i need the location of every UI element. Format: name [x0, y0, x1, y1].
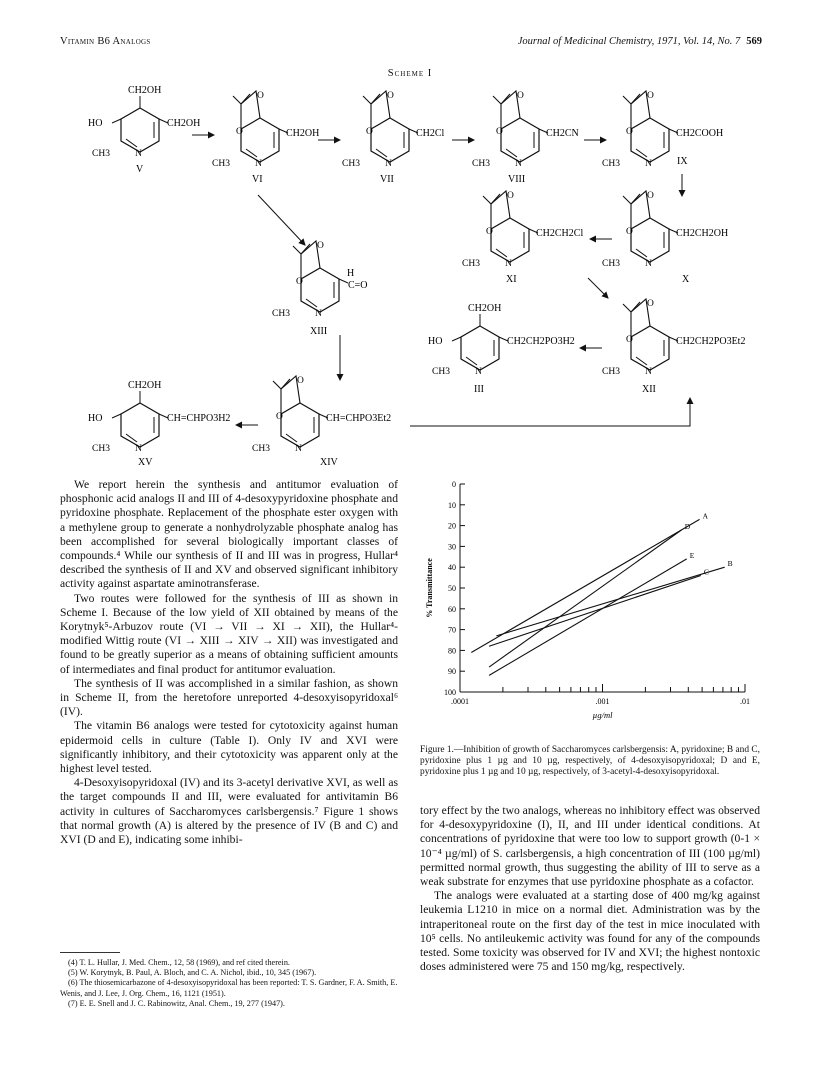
substituent: N — [645, 259, 652, 269]
substituent: CH2CN — [546, 128, 579, 139]
y-tick-label: 70 — [448, 625, 456, 635]
substituent: HO — [88, 118, 103, 129]
y-tick-label: 0 — [452, 480, 456, 489]
substituent: N — [645, 159, 652, 169]
compound-XII — [602, 299, 745, 395]
y-tick-label: 60 — [448, 604, 456, 614]
substituent: HO — [88, 413, 103, 424]
substituent: N — [475, 367, 482, 377]
compound-label: VII — [380, 174, 394, 185]
x-tick-label: .001 — [595, 697, 610, 706]
substituent: O — [647, 191, 654, 201]
series-line — [489, 559, 687, 675]
substituent: CH3 — [462, 259, 480, 269]
footnote: (5) W. Korytnyk, B. Paul, A. Bloch, and C. A. Nichol, ibid., 10, 345 (1967). — [68, 968, 317, 978]
substituent: N — [315, 309, 322, 319]
substituent: HO — [428, 336, 443, 347]
compound-label: VI — [252, 174, 263, 185]
substituent: CH2OH — [128, 85, 162, 96]
substituent: O — [517, 91, 524, 101]
substituent: C=O — [348, 280, 368, 291]
compound-label: XI — [506, 274, 517, 285]
substituent: CH3 — [472, 159, 490, 169]
footnote: (6) The thiosemicarbazone of 4-desoxyisopyridoxal has been reported: T. S. Gardner, F. A. Smith, E. Wenis, and J. Lee, J. Org. Chem., 16, 1121 (1951). — [60, 978, 398, 998]
series-line — [471, 519, 699, 652]
compound-V — [88, 85, 200, 175]
substituent: CH3 — [602, 367, 620, 377]
footnotes — [60, 958, 398, 1009]
scheme-title: Scheme I — [387, 68, 433, 79]
y-tick-label: 40 — [448, 563, 456, 573]
substituent: O — [496, 127, 503, 137]
y-tick-label: 100 — [444, 688, 456, 697]
substituent: N — [515, 159, 522, 169]
substituent: CH2CH2OH — [676, 228, 729, 239]
substituent: CH2CH2Cl — [536, 228, 584, 239]
paragraph: The analogs were evaluated at a starting dose of 400 mg/kg against leukemia L1210 in mice on a normal diet. Administration was by the intraperitoneal route on the first day of the test in mice inoculated with 10⁵ cells. No antileukemic activity was found for any of the compounds tested. Some toxicity was observed for IV and XVI; the highest nontoxic doses administered were 75 and 150 mg/kg, respectively. — [420, 889, 760, 974]
substituent: O — [366, 127, 373, 137]
body-right-column — [420, 804, 760, 974]
compound-III — [428, 303, 575, 395]
paragraph: The vitamin B6 analogs were tested for cytotoxicity against human epidermoid cells in culture (Table I). Only IV and XVI were significantly inhibitory, and their cytotoxicity was apparent only at the highest level tested. — [60, 719, 398, 776]
paragraph: Two routes were followed for the synthesis of III as shown in Scheme I. Because of the low yield of XII obtained by means of the Korytnyk⁵-Arbuzov route (VI → VII → XI → XII), the Hullar⁴-modified Wittig route (VI → XIII → XIV → XII) was investigated and found to be greatly superior as a means of obtaining sufficient amounts of intermediates and final product for antitumor evaluation. — [60, 591, 398, 676]
compound-XIV — [252, 376, 391, 468]
y-tick-label: 80 — [448, 646, 456, 656]
figure-caption: Figure 1.—Inhibition of growth of Saccharomyces carlsbergensis: A, pyridoxine; B and C, pyridoxine plus 1 µg and 10 µg, respectively, of 4-desoxyisopyridoxal; D and E, pyridoxine plus 1 µg and 10 µg, respectively, of 3-acetyl-4-desoxyisopyridoxal. — [420, 745, 760, 778]
series-label: B — [727, 559, 733, 569]
scheme-diagram — [0, 80, 820, 475]
body-left-column — [60, 478, 398, 847]
figure-1-chart — [420, 472, 760, 742]
footnote: (4) T. L. Hullar, J. Med. Chem., 12, 58 (1969), and ref cited therein. — [68, 958, 290, 967]
compound-IX — [602, 91, 723, 169]
substituent: CH3 — [212, 159, 230, 169]
substituent: CH2OH — [167, 118, 201, 129]
series-label: C — [703, 567, 709, 577]
series-label: E — [689, 550, 695, 560]
compound-label: X — [682, 274, 690, 285]
substituent: CH3 — [92, 444, 110, 454]
footnote: (7) E. E. Snell and J. C. Rabinowitz, Anal. Chem., 19, 277 (1947). — [68, 998, 285, 1008]
compound-VII — [342, 91, 445, 185]
substituent: N — [505, 259, 512, 269]
compound-label: VIII — [508, 174, 526, 185]
substituent: O — [626, 227, 633, 237]
running-head: Vitamin B6 Analogs — [60, 36, 151, 47]
compound-label: IX — [677, 156, 688, 167]
substituent: CH3 — [272, 309, 290, 319]
paragraph: 4-Desoxyisopyridoxal (IV) and its 3-acetyl derivative XVI, as well as the target compounds II and III, were evaluated for antivitamin B6 activity in cultures of Saccharomyces carlsbergensis.⁷ Figure 1 shows that normal growth (A) is altered by the presence of IV (B and C) and XVI (D and E), indicating some inhibi- — [60, 776, 398, 847]
substituent: N — [295, 444, 302, 454]
substituent: CH=CHPO3Et2 — [326, 413, 392, 424]
series-label: A — [702, 511, 708, 521]
journal-citation — [518, 36, 762, 47]
reaction-arrow — [410, 398, 690, 426]
compound-label: V — [136, 164, 144, 175]
substituent: O — [626, 127, 633, 137]
substituent: O — [236, 127, 243, 137]
substituent: CH2Cl — [416, 128, 445, 139]
y-tick-label: 90 — [448, 667, 456, 677]
substituent: CH3 — [92, 149, 110, 159]
y-tick-label: 50 — [448, 584, 456, 593]
reaction-arrow — [258, 195, 305, 245]
y-tick-label: 30 — [448, 542, 456, 552]
substituent: O — [647, 91, 654, 101]
substituent: O — [486, 227, 493, 237]
substituent: O — [626, 335, 633, 345]
x-axis-label: µg/ml — [592, 710, 613, 720]
substituent: O — [296, 277, 303, 287]
series-label: D — [684, 521, 691, 531]
substituent: CH3 — [432, 367, 450, 377]
reaction-arrow — [588, 278, 608, 298]
substituent: CH3 — [602, 259, 620, 269]
substituent: CH2CH2PO3Et2 — [676, 336, 746, 347]
substituent: O — [507, 191, 514, 201]
compound-VI — [212, 91, 319, 185]
compound-XI — [462, 191, 583, 285]
substituent: CH2COOH — [676, 128, 724, 139]
substituent: CH2OH — [286, 128, 320, 139]
substituent: O — [647, 299, 654, 309]
substituent: O — [297, 376, 304, 386]
page-number: 569 — [746, 36, 762, 47]
substituent: N — [135, 149, 142, 159]
substituent: H — [347, 268, 355, 279]
series-line — [489, 576, 701, 647]
substituent: CH=CHPO3H2 — [167, 413, 231, 424]
x-tick-label: .01 — [740, 697, 750, 706]
journal-name: Journal of Medicinal Chemistry, 1971, Vol. 14, No. 7 — [517, 36, 741, 47]
compound-XIII — [272, 241, 368, 337]
compound-X — [602, 191, 728, 285]
compound-VIII — [472, 91, 579, 185]
substituent: CH3 — [252, 444, 270, 454]
substituent: CH2OH — [128, 380, 162, 391]
compound-label: XIV — [320, 457, 338, 468]
substituent: CH2CH2PO3H2 — [507, 336, 575, 347]
substituent: N — [255, 159, 262, 169]
compound-label: XIII — [310, 326, 328, 337]
footnote-rule — [60, 952, 120, 953]
substituent: N — [645, 367, 652, 377]
substituent: N — [385, 159, 392, 169]
y-axis-label: % Transmittance — [425, 558, 434, 618]
compound-label: XII — [642, 384, 656, 395]
substituent: O — [276, 412, 283, 422]
series-line — [489, 530, 682, 667]
substituent: CH2OH — [468, 303, 502, 314]
substituent: O — [257, 91, 264, 101]
compound-label: III — [474, 384, 484, 395]
substituent: O — [317, 241, 324, 251]
paragraph: The synthesis of II was accomplished in a similar fashion, as shown in Scheme II, from the heretofore unreported 4-desoxyisopyridoxal⁶ (IV). — [60, 676, 398, 719]
substituent: CH3 — [342, 159, 360, 169]
paragraph: We report herein the synthesis and antitumor evaluation of phosphonic acid analogs II and III of 4-desoxypyridoxine phosphate and pyridoxine phosphate. Replacement of the phosphate ester oxygen with a methylene group to generate a nonhydrolyzable phosphate analog has been accomplished for several biologically important classes of compounds.⁴ While our synthesis of II and III was in progress, Hullar⁴ described the synthesis of II and XV and observed significant inhibitory activity against aspartate aminotransferase. — [60, 478, 398, 591]
x-tick-label: .0001 — [451, 697, 469, 706]
substituent: O — [387, 91, 394, 101]
compound-label: XV — [138, 457, 153, 468]
substituent: CH3 — [602, 159, 620, 169]
substituent: N — [135, 444, 142, 454]
y-tick-label: 20 — [448, 521, 456, 531]
compound-XV — [88, 380, 230, 468]
y-tick-label: 10 — [448, 500, 456, 510]
paragraph: tory effect by the two analogs, whereas no inhibitory effect was observed for 4-desoxypyridoxine (I), II, and III under identical conditions. At concentrations of pyridoxine that were too low to support growth (0-1 × 10⁻⁴ µg/ml) of S. carlsbergensis, a high concentration of III (100 µg/ml) permitted normal growth, thus suggesting the ability of III to serve as a weak substrate for enzymes that use pyridoxine phosphate as a cofactor. — [420, 804, 760, 889]
series-line — [496, 567, 724, 636]
